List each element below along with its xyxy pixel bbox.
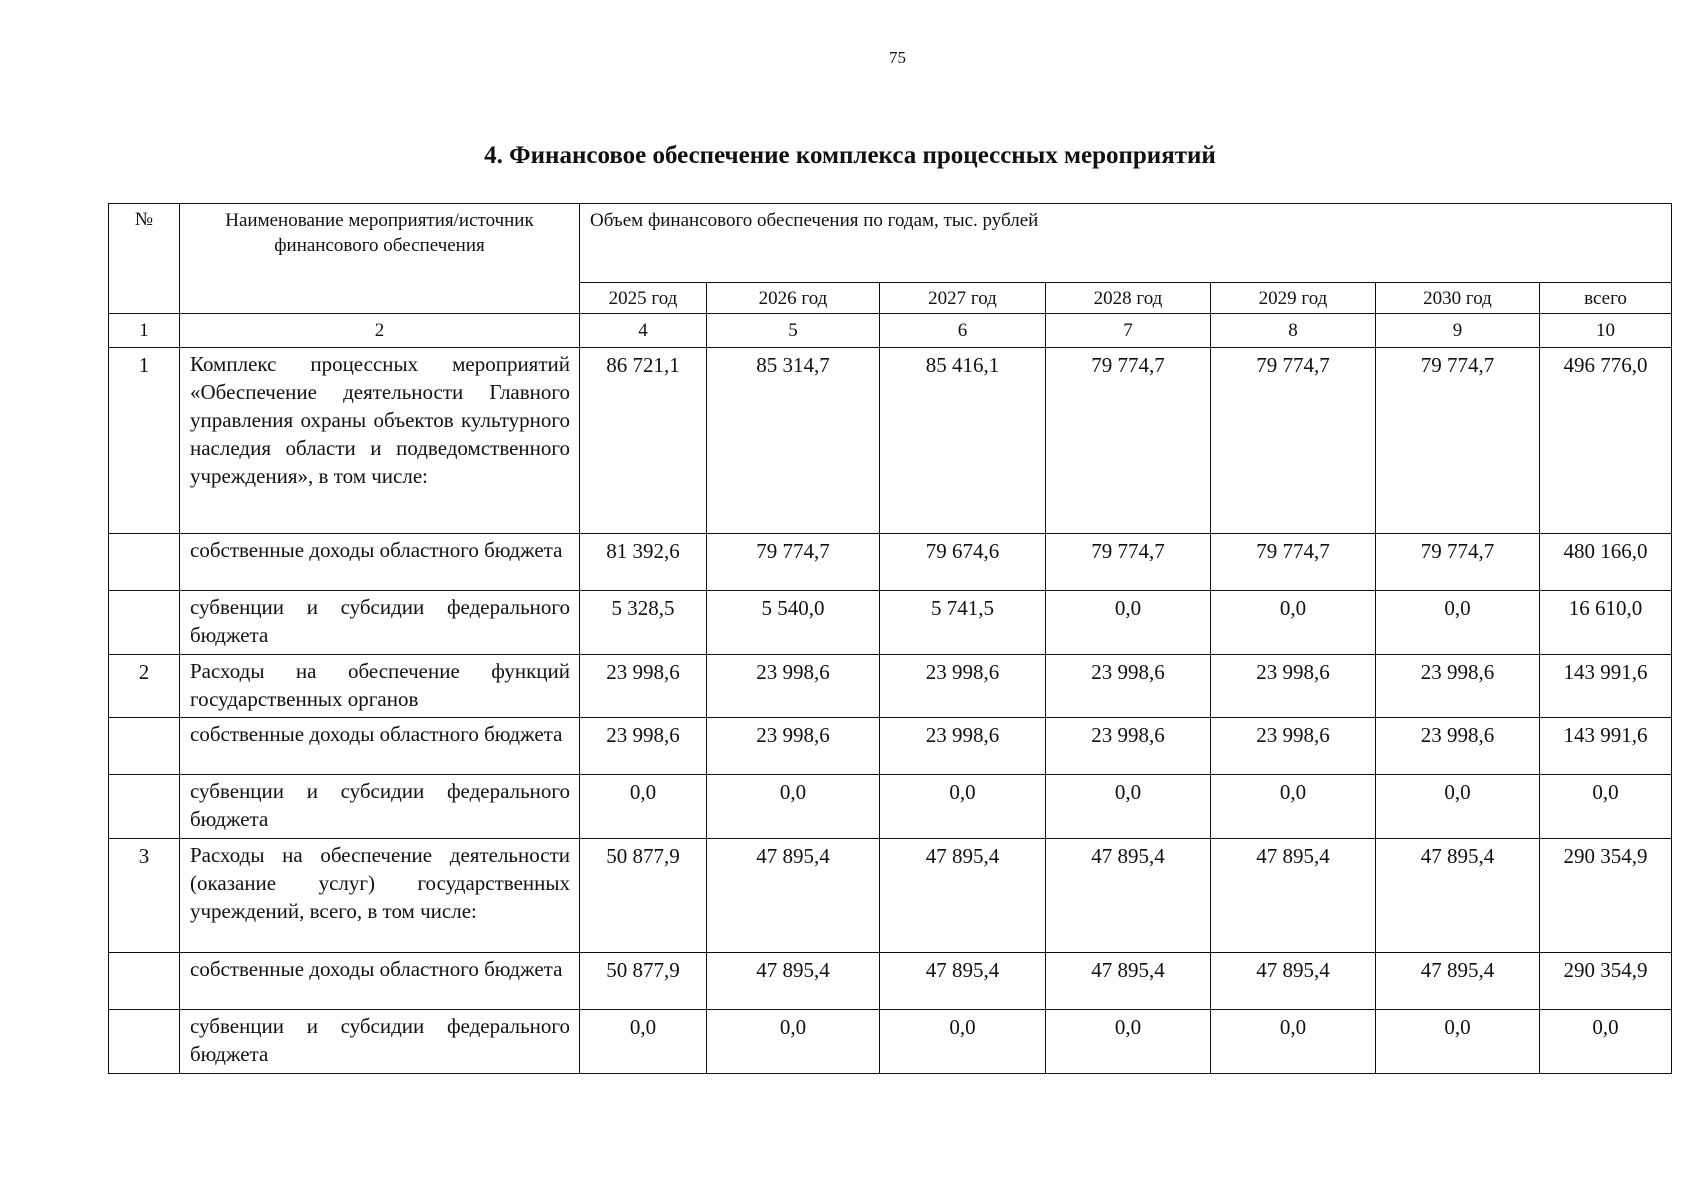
table-row [109,591,1672,655]
row-year-value: 0,0 [580,775,707,839]
header-row [109,204,1672,283]
row-year-value: 47 895,4 [1211,839,1376,953]
row-year-value: 79 774,7 [1046,348,1211,534]
row-year-value: 50 877,9 [580,953,707,1010]
row-total-value: 0,0 [1540,1010,1672,1074]
row-year-value: 79 774,7 [1046,534,1211,591]
row-year-value: 5 741,5 [880,591,1046,655]
table-row [109,839,1672,953]
row-year-value: 23 998,6 [707,718,880,775]
row-year-value: 47 895,4 [1046,839,1211,953]
column-number: 6 [880,314,1046,348]
row-year-value: 79 774,7 [1376,534,1540,591]
row-year-value: 86 721,1 [580,348,707,534]
column-number: 8 [1211,314,1376,348]
row-year-value: 0,0 [880,775,1046,839]
row-number: 2 [109,655,180,718]
header-year-total: всего [1540,283,1672,314]
header-year: 2027 год [880,283,1046,314]
row-name: субвенции и субсидии федерального бюджета [180,591,580,655]
row-year-value: 23 998,6 [580,655,707,718]
row-year-value: 23 998,6 [580,718,707,775]
column-number: 7 [1046,314,1211,348]
row-year-value: 23 998,6 [1211,655,1376,718]
row-number: 3 [109,839,180,953]
row-year-value: 47 895,4 [1211,953,1376,1010]
row-total-value: 290 354,9 [1540,953,1672,1010]
row-total-value: 480 166,0 [1540,534,1672,591]
row-year-value: 47 895,4 [880,839,1046,953]
row-total-value: 143 991,6 [1540,718,1672,775]
table-row [109,534,1672,591]
row-year-value: 85 314,7 [707,348,880,534]
column-number: 2 [180,314,580,348]
header-year: 2025 год [580,283,707,314]
header-year: 2028 год [1046,283,1211,314]
header-no: № [109,204,180,314]
row-year-value: 0,0 [1211,591,1376,655]
column-number: 5 [707,314,880,348]
row-number [109,591,180,655]
row-total-value: 496 776,0 [1540,348,1672,534]
row-year-value: 47 895,4 [1376,839,1540,953]
row-year-value: 0,0 [1376,1010,1540,1074]
row-year-value: 79 774,7 [1211,348,1376,534]
row-year-value: 79 674,6 [880,534,1046,591]
financing-table [108,203,1672,1074]
row-total-value: 143 991,6 [1540,655,1672,718]
row-name: Расходы на обеспечение функций государственных органов [180,655,580,718]
row-name: собственные доходы областного бюджета [180,953,580,1010]
row-name: собственные доходы областного бюджета [180,718,580,775]
row-total-value: 290 354,9 [1540,839,1672,953]
header-year: 2026 год [707,283,880,314]
header-year: 2030 год [1376,283,1540,314]
table-row [109,718,1672,775]
row-name: субвенции и субсидии федерального бюджета [180,775,580,839]
table-row [109,775,1672,839]
row-year-value: 0,0 [707,775,880,839]
row-name: Комплекс процессных мероприятий «Обеспечение деятельности Главного управления охраны объектов культурного наследия области и подведомственного учреждения», в том числе: [180,348,580,534]
column-number: 10 [1540,314,1672,348]
row-year-value: 5 328,5 [580,591,707,655]
row-year-value: 79 774,7 [707,534,880,591]
row-year-value: 79 774,7 [1376,348,1540,534]
row-year-value: 47 895,4 [707,839,880,953]
row-year-value: 0,0 [1211,1010,1376,1074]
row-number [109,534,180,591]
column-number: 1 [109,314,180,348]
page-number: 75 [889,48,906,67]
row-year-value: 47 895,4 [1376,953,1540,1010]
section-title: 4. Финансовое обеспечение комплекса процессных мероприятий [484,142,1216,169]
row-year-value: 0,0 [880,1010,1046,1074]
row-year-value: 0,0 [1376,775,1540,839]
row-year-value: 81 392,6 [580,534,707,591]
row-year-value: 23 998,6 [880,655,1046,718]
row-year-value: 23 998,6 [1046,718,1211,775]
row-year-value: 0,0 [1046,1010,1211,1074]
row-year-value: 0,0 [1211,775,1376,839]
row-year-value: 47 895,4 [707,953,880,1010]
table-row [109,348,1672,534]
row-year-value: 85 416,1 [880,348,1046,534]
row-number [109,1010,180,1074]
row-total-value: 16 610,0 [1540,591,1672,655]
row-year-value: 23 998,6 [1376,718,1540,775]
row-total-value: 0,0 [1540,775,1672,839]
header-year: 2029 год [1211,283,1376,314]
row-number [109,953,180,1010]
row-number [109,718,180,775]
row-year-value: 0,0 [1046,775,1211,839]
row-year-value: 23 998,6 [707,655,880,718]
row-year-value: 0,0 [580,1010,707,1074]
row-year-value: 23 998,6 [1211,718,1376,775]
row-name: собственные доходы областного бюджета [180,534,580,591]
row-year-value: 23 998,6 [880,718,1046,775]
column-number-row [109,314,1672,348]
table-row [109,655,1672,718]
header-name: Наименование мероприятия/источник финансового обеспечения [180,204,580,314]
row-year-value: 50 877,9 [580,839,707,953]
row-number [109,775,180,839]
column-number: 4 [580,314,707,348]
row-year-value: 0,0 [1046,591,1211,655]
row-year-value: 0,0 [707,1010,880,1074]
row-year-value: 23 998,6 [1376,655,1540,718]
row-year-value: 5 540,0 [707,591,880,655]
row-year-value: 23 998,6 [1046,655,1211,718]
row-year-value: 0,0 [1376,591,1540,655]
row-year-value: 79 774,7 [1211,534,1376,591]
row-year-value: 47 895,4 [1046,953,1211,1010]
table-row [109,1010,1672,1074]
column-number: 9 [1376,314,1540,348]
row-name: субвенции и субсидии федерального бюджета [180,1010,580,1074]
header-volume: Объем финансового обеспечения по годам, тыс. рублей [580,204,1672,283]
table-row [109,953,1672,1010]
row-name: Расходы на обеспечение деятельности (оказание услуг) государственных учреждений, всего, в том числе: [180,839,580,953]
row-number: 1 [109,348,180,534]
row-year-value: 47 895,4 [880,953,1046,1010]
